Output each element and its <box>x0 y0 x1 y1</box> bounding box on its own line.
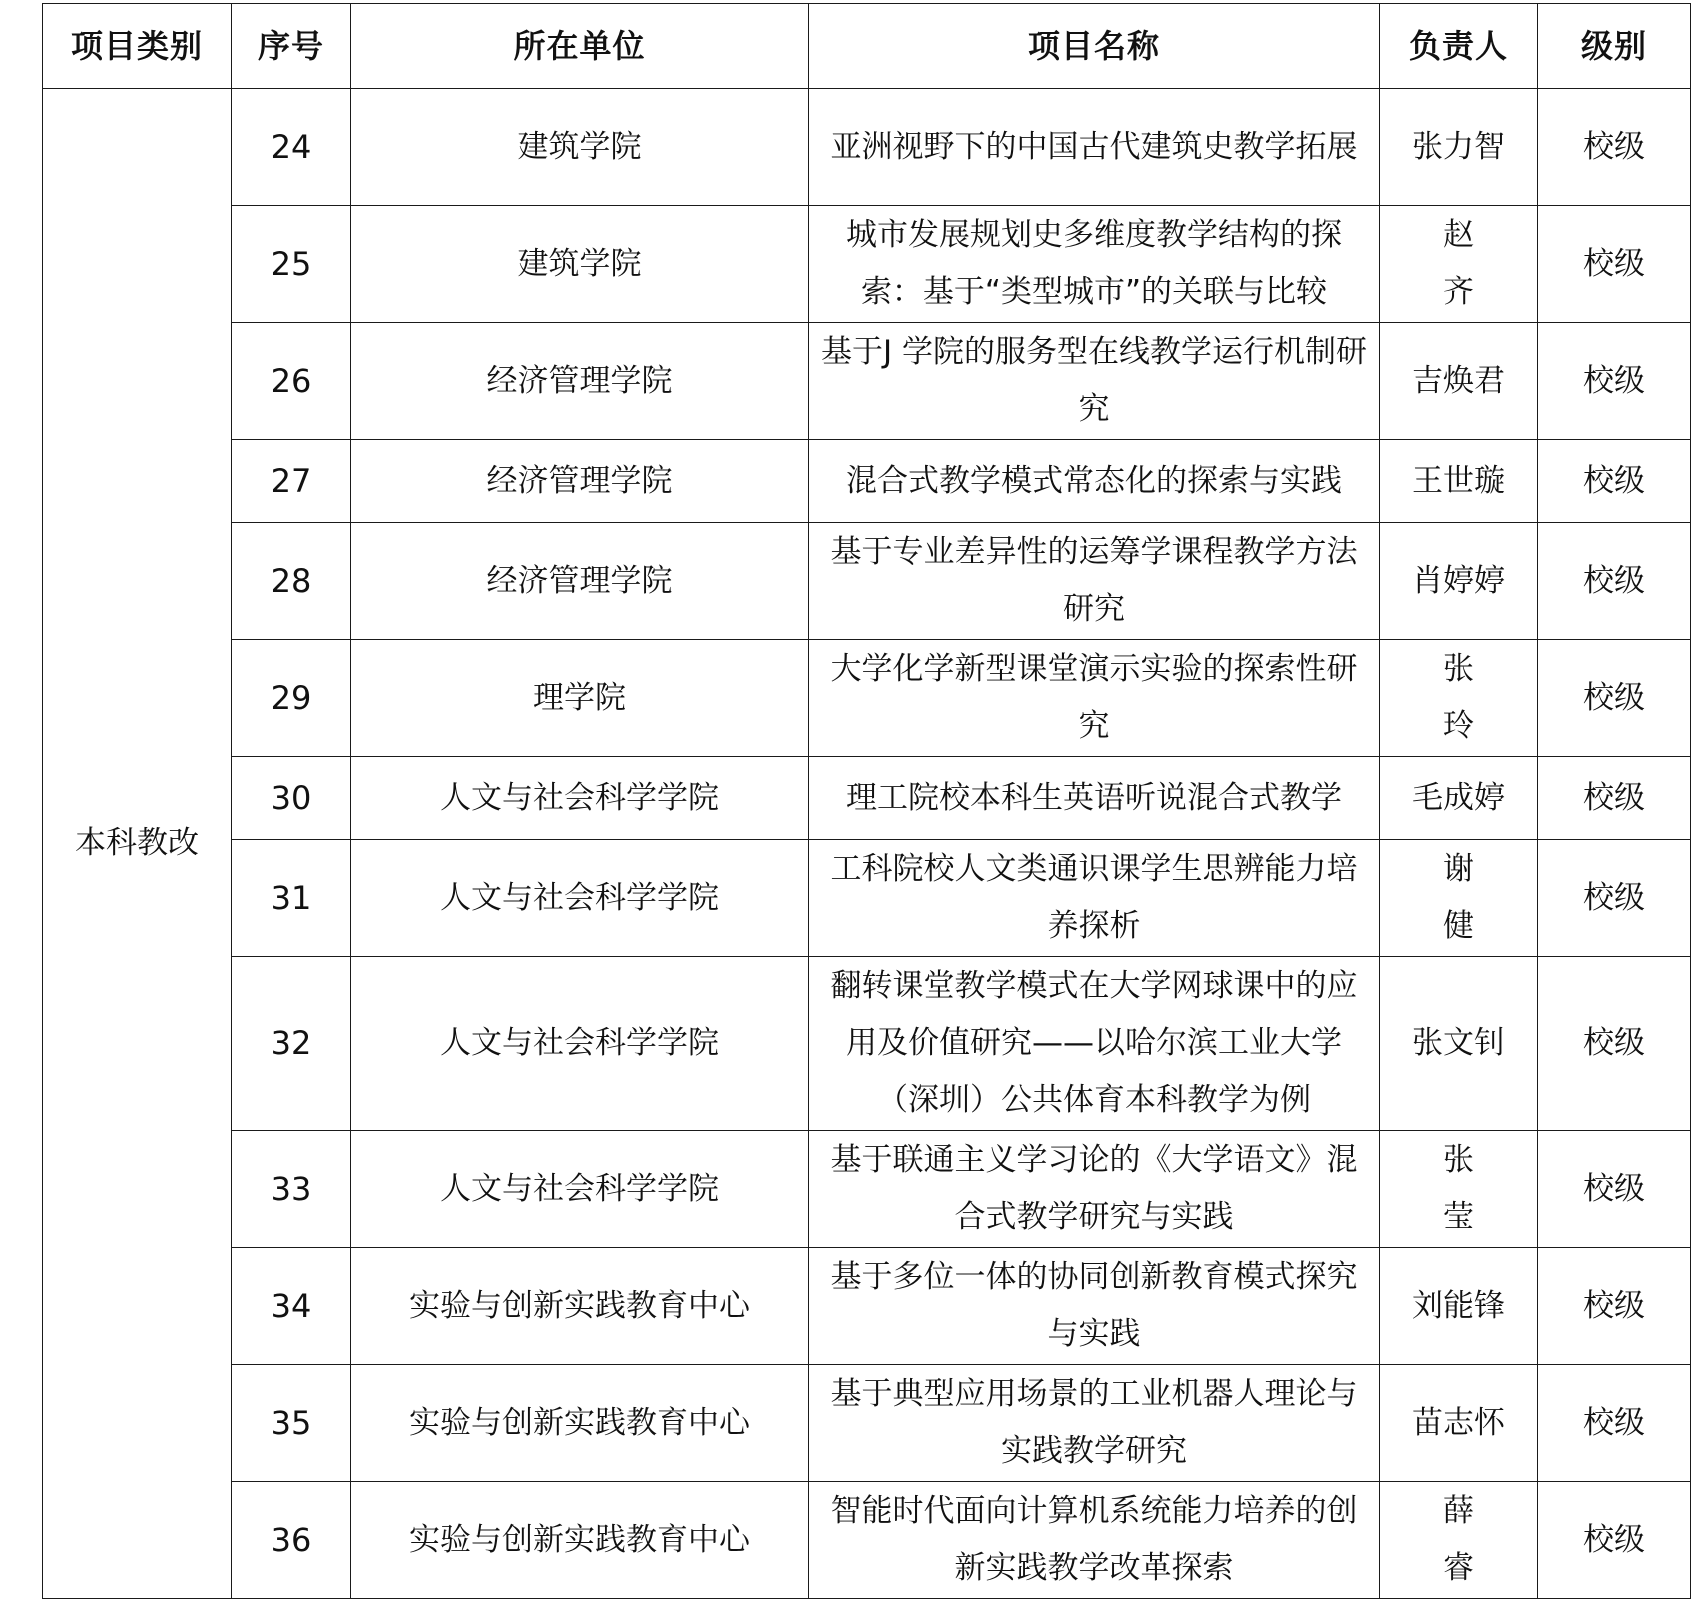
level-cell: 校级 <box>1538 757 1691 840</box>
table-row <box>43 840 1691 957</box>
seq-cell: 31 <box>232 840 351 957</box>
unit-cell: 理学院 <box>351 640 809 757</box>
level-cell: 校级 <box>1538 206 1691 323</box>
seq-cell: 35 <box>232 1365 351 1482</box>
leader-cell: 刘能锋 <box>1380 1248 1538 1365</box>
project-name-cell: 翻转课堂教学模式在大学网球课中的应用及价值研究——以哈尔滨工业大学（深圳）公共体育本科教学为例 <box>809 957 1380 1131</box>
table-row <box>43 89 1691 206</box>
header-category: 项目类别 <box>43 4 232 89</box>
project-name-cell: 工科院校人文类通识课学生思辨能力培养探析 <box>809 840 1380 957</box>
level-cell: 校级 <box>1538 89 1691 206</box>
level-cell: 校级 <box>1538 1131 1691 1248</box>
level-cell: 校级 <box>1538 1482 1691 1599</box>
leader-cell: 薛睿 <box>1380 1482 1538 1599</box>
project-name-cell: 基于联通主义学习论的《大学语文》混合式教学研究与实践 <box>809 1131 1380 1248</box>
header-leader: 负责人 <box>1380 4 1538 89</box>
table-row <box>43 323 1691 440</box>
unit-cell: 经济管理学院 <box>351 440 809 523</box>
table-row <box>43 1131 1691 1248</box>
leader-cell: 张莹 <box>1380 1131 1538 1248</box>
category-cell: 本科教改 <box>43 89 232 1599</box>
project-name-cell: 智能时代面向计算机系统能力培养的创新实践教学改革探索 <box>809 1482 1380 1599</box>
leader-cell: 毛成婷 <box>1380 757 1538 840</box>
unit-cell: 人文与社会科学学院 <box>351 1131 809 1248</box>
unit-cell: 经济管理学院 <box>351 523 809 640</box>
table-row <box>43 757 1691 840</box>
table-body <box>43 89 1691 1599</box>
level-cell: 校级 <box>1538 640 1691 757</box>
level-cell: 校级 <box>1538 323 1691 440</box>
seq-cell: 30 <box>232 757 351 840</box>
unit-cell: 实验与创新实践教育中心 <box>351 1365 809 1482</box>
leader-cell: 谢健 <box>1380 840 1538 957</box>
seq-cell: 28 <box>232 523 351 640</box>
project-name-cell: 基于典型应用场景的工业机器人理论与实践教学研究 <box>809 1365 1380 1482</box>
project-name-cell: 亚洲视野下的中国古代建筑史教学拓展 <box>809 89 1380 206</box>
seq-cell: 33 <box>232 1131 351 1248</box>
project-name-cell: 基于J 学院的服务型在线教学运行机制研究 <box>809 323 1380 440</box>
project-name-cell: 混合式教学模式常态化的探索与实践 <box>809 440 1380 523</box>
unit-cell: 经济管理学院 <box>351 323 809 440</box>
table-header <box>43 4 1691 89</box>
leader-cell: 赵齐 <box>1380 206 1538 323</box>
unit-cell: 人文与社会科学学院 <box>351 757 809 840</box>
header-name: 项目名称 <box>809 4 1380 89</box>
seq-cell: 36 <box>232 1482 351 1599</box>
leader-cell: 张玲 <box>1380 640 1538 757</box>
project-name-cell: 城市发展规划史多维度教学结构的探索：基于“类型城市”的关联与比较 <box>809 206 1380 323</box>
leader-cell: 肖婷婷 <box>1380 523 1538 640</box>
project-name-cell: 理工院校本科生英语听说混合式教学 <box>809 757 1380 840</box>
leader-cell: 张力智 <box>1380 89 1538 206</box>
unit-cell: 人文与社会科学学院 <box>351 840 809 957</box>
seq-cell: 24 <box>232 89 351 206</box>
level-cell: 校级 <box>1538 840 1691 957</box>
seq-cell: 26 <box>232 323 351 440</box>
level-cell: 校级 <box>1538 523 1691 640</box>
table-row <box>43 206 1691 323</box>
table-row <box>43 440 1691 523</box>
unit-cell: 建筑学院 <box>351 89 809 206</box>
table-row <box>43 957 1691 1131</box>
leader-cell: 王世璇 <box>1380 440 1538 523</box>
seq-cell: 34 <box>232 1248 351 1365</box>
header-row <box>43 4 1691 89</box>
level-cell: 校级 <box>1538 440 1691 523</box>
seq-cell: 29 <box>232 640 351 757</box>
unit-cell: 建筑学院 <box>351 206 809 323</box>
table-row <box>43 640 1691 757</box>
leader-cell: 吉焕君 <box>1380 323 1538 440</box>
level-cell: 校级 <box>1538 957 1691 1131</box>
project-table <box>42 3 1691 1599</box>
seq-cell: 32 <box>232 957 351 1131</box>
level-cell: 校级 <box>1538 1365 1691 1482</box>
header-seq: 序号 <box>232 4 351 89</box>
table-row <box>43 523 1691 640</box>
leader-cell: 苗志怀 <box>1380 1365 1538 1482</box>
project-name-cell: 大学化学新型课堂演示实验的探索性研究 <box>809 640 1380 757</box>
seq-cell: 27 <box>232 440 351 523</box>
leader-cell: 张文钊 <box>1380 957 1538 1131</box>
table-row <box>43 1248 1691 1365</box>
table-row <box>43 1365 1691 1482</box>
project-name-cell: 基于专业差异性的运筹学课程教学方法研究 <box>809 523 1380 640</box>
table-row <box>43 1482 1691 1599</box>
unit-cell: 人文与社会科学学院 <box>351 957 809 1131</box>
unit-cell: 实验与创新实践教育中心 <box>351 1248 809 1365</box>
unit-cell: 实验与创新实践教育中心 <box>351 1482 809 1599</box>
header-level: 级别 <box>1538 4 1691 89</box>
level-cell: 校级 <box>1538 1248 1691 1365</box>
project-name-cell: 基于多位一体的协同创新教育模式探究与实践 <box>809 1248 1380 1365</box>
seq-cell: 25 <box>232 206 351 323</box>
header-unit: 所在单位 <box>351 4 809 89</box>
